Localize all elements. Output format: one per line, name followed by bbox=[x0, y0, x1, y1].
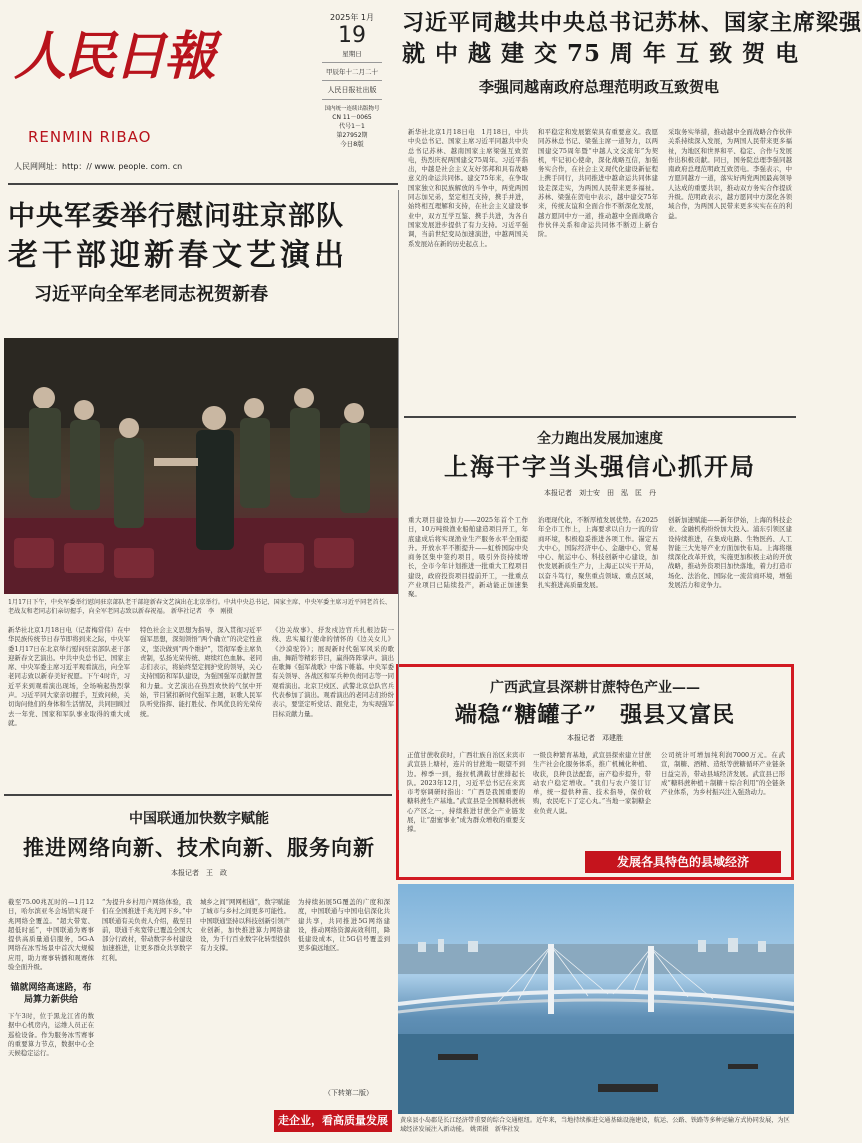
military-col-3: 《边关故事》、抒发戍边官兵扎根边防一线、忠实履行使命的情怀的《边关女儿》《沙漠驼铃》；展现新时代强军风采的歌曲、舞蹈等精彩节目，赢得阵阵掌声。演出在歌舞《强军战歌》中落下帷幕。中央军委有关领导、各战区和军兵种负责同志等一同观看演出。北京卫戍区、武警北京总队官兵代表参加了演出。观看演出的老同志们纷纷表示，要坚定听党话、跟党走，为实现强军目标贡献力量。 bbox=[272, 626, 394, 718]
unicom-story bbox=[4, 798, 394, 1140]
weekday: 星期日 bbox=[342, 50, 362, 58]
top-story-col-2: 和平稳定和发展繁荣具有重要意义。我愿同苏林总书记、梁强主席一道努力，以两国建交75周年暨“中越人文交流年”为契机，牢记初心使命，深化战略互信，加强务实合作，在社会主义现代化建设新征程上携手同行，共同推进中越命运共同体建设走深走实，为两国人民带来更多福祉。苏林、梁强在贺电中表示，越中建交75年来，传统友谊和全面合作不断深化发展，越方愿同中方一道，推动越中全面战略合作伙伴关系和命运共同体不断迈上新台阶。 bbox=[538, 128, 658, 239]
bridge-photo bbox=[398, 884, 794, 1114]
top-story-subtitle: 李强同越南政府总理范明政互致贺电 bbox=[478, 78, 719, 96]
unicom-title[interactable]: 推进网络向新、技术向新、服务向新 bbox=[23, 835, 375, 860]
guangxi-col-2: 一级良种繁育基地，武宣县探索建立甘蔗生产社会化服务体系，推广机械化种植、收获，良种良法配套，亩产稳步提升，带动农户稳定增收。“我们与农户签订订单，统一提供种苗、技术指导，保价收购，农民吃下了定心丸。”当地一家制糖企业负责人说。 bbox=[533, 751, 651, 815]
top-story-col-1: 新华社北京1月18日电 1月18日，中共中央总书记、国家主席习近平同越共中央总书记苏林、越南国家主席梁强互致贺电，热烈庆祝两国建交75周年。习近平指出，中越是社会主义友好邻邦和具有战略意义的命运共同体。建交75年来，在争取国家独立和民族解放的斗争中，两党两国同志加兄弟，坚定相互支持，携手并进，始终相互理解和支持，在社会主义建设事业中，双方互学互鉴、携手共进，为各自国家发展进步提供了有力支持。习近平强调，当前世纪变局加速演进，中越两国关系发展站在新的历史起点上。 bbox=[408, 128, 528, 248]
military-col-1: 新华社北京1月18日电（记者梅常伟）在中华民族传统节日春节即将到来之际，中央军委1月17日在北京举行慰问驻京部队老干部迎新春文艺演出。中共中央总书记、国家主席、中央军委主席习近平观看演出，向全军老同志致以新春美好祝愿。下午4时许，习近平来到观看演出现场，全场响起热烈掌声。习近平同大家亲切握手，互致问候，关切询问他们的身体和生活情况，共同回顾过去一年党、国家和军队事业取得的重大成就。 bbox=[8, 626, 130, 727]
military-story bbox=[4, 190, 398, 788]
masthead-logo: 人民日報 bbox=[14, 26, 215, 87]
issn-label: 国内统一连续出版物号 bbox=[324, 106, 380, 112]
guangxi-banner: 发展各具特色的县域经济 bbox=[585, 851, 781, 873]
military-caption-text: 1月17日下午，中央军委举行慰问驻京部队老干部迎新春文艺演出在北京举行。中共中央总书记、国家主席、中央军委主席习近平同老首长、老战友和老同志们亲切握手，向全军老同志致以新春祝福。 bbox=[8, 599, 392, 615]
top-story-title-1[interactable]: 习近平同越共中央总书记苏林、国家主席梁强 bbox=[402, 10, 862, 36]
guangxi-byline: 本报记者 邓建胜 bbox=[567, 734, 623, 742]
masthead bbox=[0, 0, 400, 180]
unicom-col-2: “为提升乡村用户网络体验，我们在全国推进千兆光网下乡。”中国联通有关负责人介绍，截至目前，联通千兆宽带已覆盖全国大部分行政村，带动数字乡村建设加速推进，让更多群众共享数字红利。 bbox=[102, 898, 192, 962]
shanghai-byline: 本报记者 刘士安 田 泓 匡 丹 bbox=[544, 489, 656, 497]
bridge-caption-text: 黄泉县小岛郡是长江经济带重要的综合交通枢纽。近年来，当地持续推进交通基础设施建设，航运、公路、铁路等多种运输方式协同发展，为区域经济发展注入新动能。 bbox=[400, 1117, 790, 1133]
military-photo bbox=[4, 338, 398, 594]
unicom-byline: 本报记者 王 政 bbox=[171, 869, 227, 877]
guangxi-title[interactable]: 端稳“糖罐子” 强县又富民 bbox=[454, 702, 736, 728]
bridge-scene bbox=[398, 884, 794, 1114]
masthead-website[interactable]: 人民网网址：http：// www. people. com. cn bbox=[14, 162, 183, 171]
bridge-photo-caption bbox=[400, 1116, 792, 1140]
military-col-2: 特色社会主义思想为指导，深入贯彻习近平强军思想，深刻领悟“两个确立”的决定性意义，坚决做到“两个维护”，贯彻军委主席负责制，弘扬光荣传统、赓续红色血脉。老同志们表示，将始终坚定拥护党的领导，关心支持国防和军队建设，为强国强军贡献智慧和力量。文艺演出在热烈欢快的气氛中开始，节目紧扣新时代强军主题，讴歌人民军队听党指挥、能打胜仗、作风优良的光荣传统。 bbox=[140, 626, 262, 718]
top-story bbox=[402, 4, 862, 412]
date-box bbox=[316, 6, 388, 182]
code-number: 代号1－1 bbox=[339, 123, 365, 130]
top-story-col-3: 采取务实举措，推动越中全面战略合作伙伴关系持续深入发展，为两国人民带来更多福祉，为地区和世界和平、稳定、合作与发展作出积极贡献。同日，国务院总理李强同越南政府总理范明政互致贺电。李强表示，中方愿同越方一道，落实好两党两国最高领导人达成的重要共识，推动双方务实合作提质升级。范明政表示，越方愿同中方深化各领域合作，为两国人民带来更多实实在在的利益。 bbox=[668, 128, 792, 220]
bridge-photo-credit: 姚雷摄 新华社发 bbox=[470, 1126, 520, 1133]
lunar-date: 甲辰年十二月二十 bbox=[326, 68, 378, 76]
guangxi-kicker: 广西武宣县深耕甘蔗特色产业—— bbox=[490, 680, 700, 696]
military-photo-scene bbox=[4, 338, 398, 594]
masthead-logo-en: RENMIN RIBAO bbox=[28, 128, 152, 146]
unicom-col-1: 截至75.00兆瓦时的—1月12日，哈尔滨亚冬会场馆实现千兆网络全覆盖。“超大带宽、超低时延”，中国联通为赛事提供高质量通信服务，5G-A网络在冰雪场景中首次大规模应用，助力赛事转播和观赛体验全面升级。 bbox=[8, 898, 94, 972]
unicom-subhead: 锚就网络高速路，布局算力新供给 bbox=[10, 983, 92, 1005]
unicom-col-3: 城乡之间“网网相通”，数字赋能了城市与乡村之间更多可能性。中国联通坚持以科技创新引领产业创新，加快推进算力网络建设，为千行百业数字化转型提供有力支撑。 bbox=[200, 898, 290, 953]
guangxi-col-1: 正值甘蔗收获时，广西壮族自治区来宾市武宣县上塘村，连片的甘蔗地一眼望不到边。榨季一到，拖拉机满载甘蔗排起长队。2023年12月，习近平总书记在来宾市考察调研时指出：“广西是我国重要的糖料蔗生产基地。”武宣县是全国糖料蔗核心产区之一，持续推进甘蔗全产业链发展，让“甜蜜事业”成为群众增收的重要支撑。 bbox=[407, 751, 525, 834]
unicom-banner: 走企业，看高质量发展 bbox=[274, 1110, 392, 1132]
military-title-2[interactable]: 老干部迎新春文艺演出 bbox=[8, 238, 348, 273]
military-photo-caption bbox=[8, 598, 394, 618]
masthead-divider bbox=[8, 183, 398, 185]
shanghai-col-2: 治理现代化，不断厚植发展优势。在2025年全市工作上，上海要求以自力一流的营商环境，积极稳妥推进各项工作。锚定五大中心，国际经济中心、金融中心、贸易中心、航运中心、科技创新中心建设，加快发展新质生产力，上海正以实干开局，以奋斗笃行，聚焦重点领域、重点区域，扎实推进高质量发展。 bbox=[538, 516, 658, 590]
unicom-col-4: 为持续拓展5G覆盖的广度和深度，中国联通与中国电信深化共建共享，共同推进5G网络建设，推动网络资源高效利用，降低建设成本，让5G信号覆盖到更多偏远地区。 bbox=[298, 898, 390, 953]
unicom-top-divider bbox=[4, 794, 392, 796]
date-day: 19 bbox=[338, 23, 366, 48]
guangxi-col-3: 公司统计可增加纯利润7000万元。在武宣，制糖、酒精、造纸等蔗糖循环产业链条日益完善，带动县域经济发展。武宣县已形成“糖料蔗种植＋制糖＋综合利用”的全链条产业体系，为乡村振兴注入强劲动力。 bbox=[661, 751, 785, 797]
center-column-divider bbox=[398, 190, 399, 790]
shanghai-kicker: 全力跑出发展加速度 bbox=[537, 431, 663, 447]
unicom-continued-tag[interactable]: （下转第二版） bbox=[324, 1089, 373, 1097]
guangxi-story bbox=[396, 664, 794, 880]
page-count: 今日8版 bbox=[340, 140, 364, 148]
military-photo-credit: 新华社记者 李 刚摄 bbox=[170, 608, 233, 615]
cn-number: CN 11－0065 bbox=[332, 114, 372, 121]
shanghai-col-1: 重大项目建设加力——2025年首个工作日，10万吨级渔业船舶建造项目开工，年底建成后将实现渔业生产服务水平全面提升。开放水平不断提升——虹桥国际中央商务区集中签约项目，吸引外资持续增长，全市今年计划推进一批重大工程项目建设，政府投资项目提前开工，一批重点产业项目已陆续投产，新动能正加速集聚。 bbox=[408, 516, 528, 599]
unicom-kicker: 中国联通加快数字赋能 bbox=[129, 811, 269, 827]
military-subtitle: 习近平向全军老同志祝贺新春 bbox=[34, 284, 268, 305]
shanghai-title[interactable]: 上海干字当头强信心抓开局 bbox=[444, 452, 756, 481]
shanghai-story bbox=[404, 420, 796, 660]
publisher: 人民日报社出版 bbox=[327, 86, 377, 94]
date-year-month: 2025年 1月 bbox=[330, 13, 374, 22]
shanghai-col-3: 创新加速赋能——新年伊始，上海的科技企业、金融机构纷纷加大投入。浦东引领区建设持续推进，在集成电路、生物医药、人工智能三大先导产业方面加快布局。上海将继续深化改革开放，实施更加积极主动的开放战略，推动外资项目加快落地，着力打造市场化、法治化、国际化一流营商环境，增强发展活力和竞争力。 bbox=[668, 516, 792, 590]
unicom-sub-text: 下午3时，位于黑龙江省的数据中心机房内，运维人员正在巡检设备。作为服务冰雪赛事的重要算力节点，数据中心全天候稳定运行。 bbox=[8, 1012, 94, 1058]
issue-number: 第27952期 bbox=[336, 132, 368, 139]
military-title-1[interactable]: 中央军委举行慰问驻京部队 bbox=[8, 201, 344, 232]
shanghai-top-divider bbox=[404, 416, 796, 418]
top-story-title-2[interactable]: 就 中 越 建 交 75 周 年 互 致 贺 电 bbox=[402, 40, 800, 67]
